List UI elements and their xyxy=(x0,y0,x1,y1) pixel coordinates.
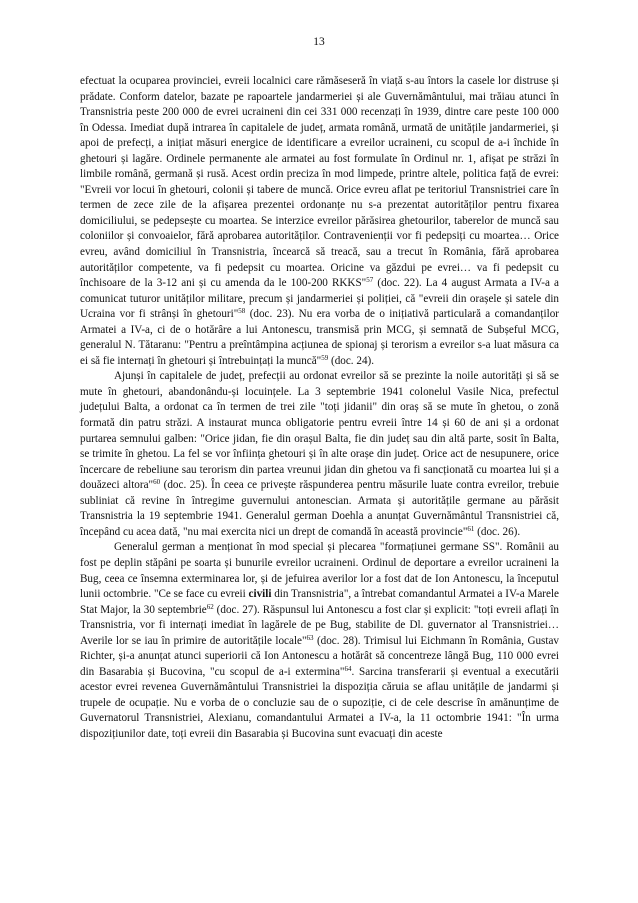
paragraph-2-text-b: (doc. 25). În ceea ce privește răspunderea pentru măsurile luate contra evreilor, trebuie subliniat că revine în întregime guvernului antonescian. Armata și autoritățile germane au părăsit Transnistria la 19 septembrie 1941. Generalul german Doehla a anunțat Guvernământul Transnistriei că, începând cu acea dată, "nu mai exercita nici un drept de comandă în această provincie" xyxy=(80,479,560,538)
footnote-ref-57: 57 xyxy=(366,276,374,285)
footnote-ref-61: 61 xyxy=(467,524,475,533)
paragraph-3-text-d: (doc. 28). Trimisul lui Eichmann în România, Gustav Richter, și-a anunțat atunci superiorii că Ion Antonescu a hotărât să concentreze lângă Bug, 110 000 evrei din Basarabia și Bucovina, "cu scopul de a-i extermina" xyxy=(80,634,559,678)
footnote-ref-64: 64 xyxy=(344,664,352,673)
paragraph-1-text-b: (doc. 22). La 4 august Armata a IV-a a comunicat tuturor unităților militare, precum și jandarmeriei și poliției, că "evreii din orașele și satele din Ucraina vor fi strânși în ghetouri" xyxy=(80,277,559,321)
body-text xyxy=(80,74,559,743)
paragraph-3-bold-word: civili xyxy=(248,588,272,601)
paragraph-1-text-d: (doc. 24). xyxy=(328,354,375,367)
paragraph-2 xyxy=(80,369,559,540)
footnote-ref-59: 59 xyxy=(321,353,329,362)
paragraph-3-text-e: . Sarcina transferarii și eventual a executării acestor evrei revenea Guvernământului Transnistriei la dispoziția căruia se aflau unitățile de jandarmi și trupele de ocupație. Nu e vorba de o concluzie sau de o supoziție, ci de cele descrise în amănunțime de Guvernatorul Transnistriei, Alexianu, comandantului Armatei a IV-a, la 11 octombrie 1941: "În urma dispozițiunilor date, toți evreii din Basarabia și Bucovina sunt evacuați din aceste xyxy=(80,665,559,740)
paragraph-2-text-c: (doc. 26). xyxy=(474,525,521,538)
paragraph-3-text-b: din Transnistria", a întrebat comandantul Armatei a IV-a Marele Stat Major, la 30 septembrie xyxy=(80,588,560,616)
paragraph-1-text-c: (doc. 23). Nu era vorba de o inițiativă particulară a comandanților Armatei a IV-a, ci de o hotărâre a lui Antonescu, transmisă prin MCG, și semnată de Subșeful MCG, generalul N. Tătaranu: "Pentru a preîntâmpina acțiunea de spionaj și terorism a evreilor s-a luat măsura ca ei să fie internați în ghetouri și întrebuințați la muncă" xyxy=(80,308,559,367)
paragraph-3-text-a: Generalul german a menționat în mod special și plecarea "formațiunei germane SS". Românii au fost pe deplin stăpâni pe soarta și bunurile evreilor ucraineni. Ordinul de deportare a evreilor ucraineni la Bug, ceea ce însemna exterminarea lor, și de jefuirea averilor lor a fost dat de Ion Antonescu, la începutul lunii octombrie. "Ce se face cu evreii xyxy=(80,541,559,601)
footnote-ref-58: 58 xyxy=(238,307,246,316)
footnote-ref-63: 63 xyxy=(306,633,314,642)
footnote-ref-62: 62 xyxy=(206,602,214,611)
paragraph-1-text-a: efectuat la ocuparea provinciei, evreii localnici care rămăseseră în viață s-au întors la casele lor distruse și prădate. Conform datelor, bazate pe rapoartele jandarmeriei și ale Guvernământului, mai trăiau atunci în Transnistria peste 200 000 de evrei ucraineni din cei 331 000 recenzați în 1939, dintre care peste 100 000 în Odessa. Imediat după intrarea în capitalele de județ, armata română, urmată de unitățile jandarmeriei, și apoi de prefecți, a inițiat măsuri energice de identificare a evreilor ucraineni, cu scopul de a-i închide în ghetouri și lagăre. Ordinele permanente ale armatei au fost formulate în Ordinul nr. 1, afișat pe străzi în limbile română, germană și rusă. Acest ordin preciza în mod limpede, printre altele, politica față de evrei: "Evreii vor locui în ghetouri, colonii și tabere de muncă. Orice evreu aflat pe teritoriul Transnistriei care în termen de zece zile de la afișarea prezentei ordonanțe nu s-a prezentat autorităților pentru fixarea domiciliului, se pedepsește cu moartea. Se interzice evreilor părăsirea ghetourilor, taberelor de muncă sau coloniilor și convoaielor, fără aprobarea autorităților. Contravenienții vor fi pedepsiți cu moartea… Orice evreu, având domiciliul în Transnistria, încearcă să treacă, sau a trecut în România, fără aprobarea autorităților competente, va fi pedepsit cu moartea. Oricine va găzdui pe evrei… va fi pedepsit cu închisoare de la 3-12 ani și cu amenda da le 100-200 RKKS" xyxy=(80,75,559,290)
page-number: 13 xyxy=(313,36,325,48)
paragraph-3 xyxy=(80,540,559,742)
paragraph-1 xyxy=(80,74,559,369)
footnote-ref-60: 60 xyxy=(153,478,161,487)
paragraph-3-text-c: (doc. 27). Răspunsul lui Antonescu a fost clar și explicit: "toți evreii aflați în Transnistria, vor fi internați imediat în lagărele de pe Bug, stabilite de Dl. guvernator al Transnistriei… Averile lor se iau în primire de autoritățile locale" xyxy=(80,603,559,647)
paragraph-2-text-a: Ajunși în capitalele de județ, prefecții au ordonat evreilor să se prezinte la noile autorități și să se mute în ghetouri, abandonându-și locuințele. La 3 septembrie 1941 colonelul Vasile Nica, prefectul județului Balta, a ordonat ca în termen de trei zile "toți jidanii" din oraș să se mute în ghetou, o zonă formată din patru străzi. A instaurat munca obligatorie pentru evreii între 14 și 60 de ani și a ordonat purtarea semnului galben: "Orice jidan, fie din orașul Balta, fie din județ sau din altă parte, sosit în Balta, se trimite în ghetou. La fel se vor înființa ghetouri și în alte orașe din județ. Orice act de nesupunere, orice încercare de rebeliune sau terorism din partea vreunui jidan din ghetou va fi sancționată cu moartea lui și a douăzeci altora" xyxy=(80,370,559,492)
